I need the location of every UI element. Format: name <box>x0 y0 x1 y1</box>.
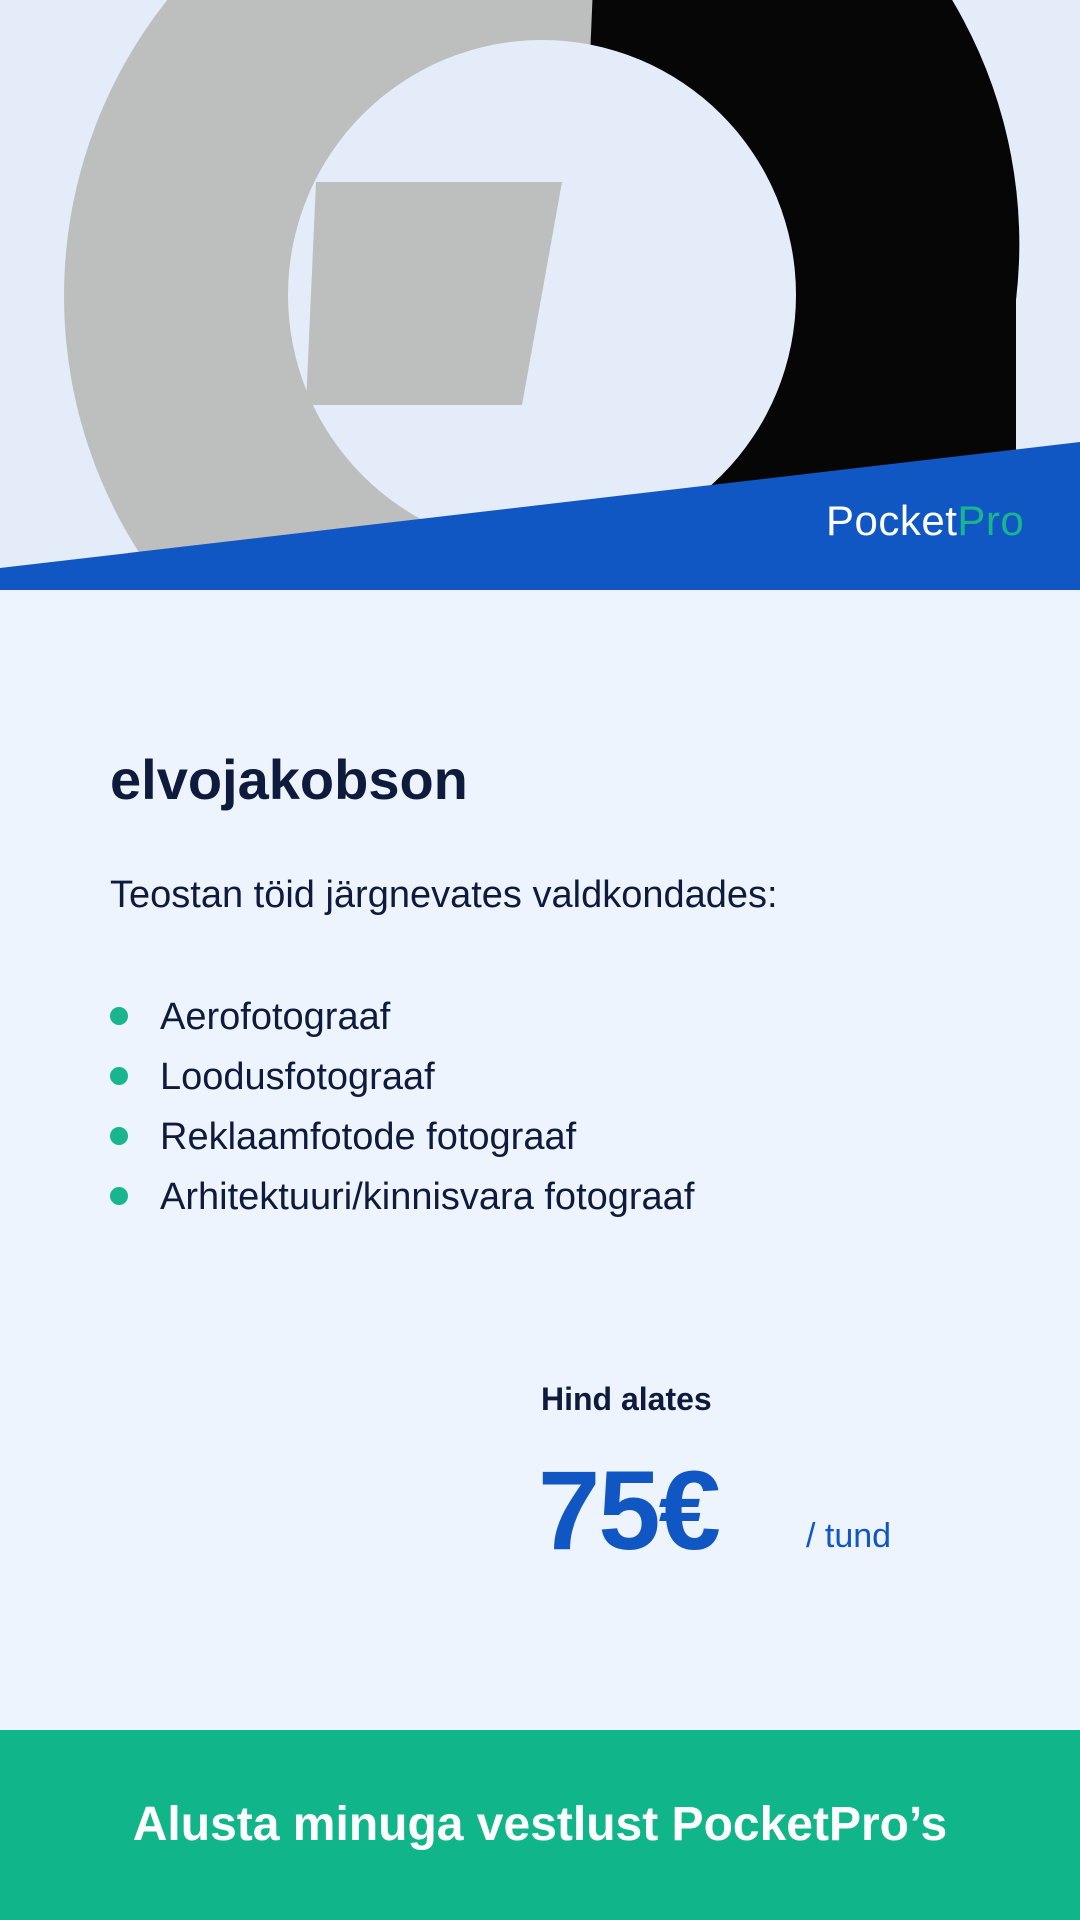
service-label: Reklaamfotode fotograaf <box>160 1116 577 1158</box>
list-item <box>110 995 694 1055</box>
bullet-icon <box>110 1067 128 1085</box>
price-unit: / tund <box>806 1517 892 1555</box>
service-label: Loodusfotograaf <box>160 1056 435 1098</box>
bullet-icon <box>110 1187 128 1205</box>
price-value: 75€ <box>538 1448 719 1573</box>
brand-name-part1: Pocket <box>826 497 958 544</box>
price-label: Hind alates <box>541 1381 712 1417</box>
list-item <box>110 1175 694 1235</box>
brand-logo <box>826 497 1025 544</box>
services-list <box>110 995 694 1235</box>
service-label: Arhitektuuri/kinnisvara fotograaf <box>160 1176 695 1218</box>
profile-intro: Teostan töid järgnevates valdkondades: <box>110 874 778 916</box>
list-item <box>110 1115 694 1175</box>
service-label: Aerofotograaf <box>160 996 391 1038</box>
profile-username: elvojakobson <box>110 748 468 811</box>
start-chat-button[interactable] <box>0 1730 1080 1920</box>
list-item <box>110 1055 694 1115</box>
bullet-icon <box>110 1007 128 1025</box>
start-chat-button-label: Alusta minuga vestlust PocketPro’s <box>132 1798 948 1851</box>
brand-name-part2: Pro <box>957 497 1025 544</box>
bullet-icon <box>110 1127 128 1145</box>
